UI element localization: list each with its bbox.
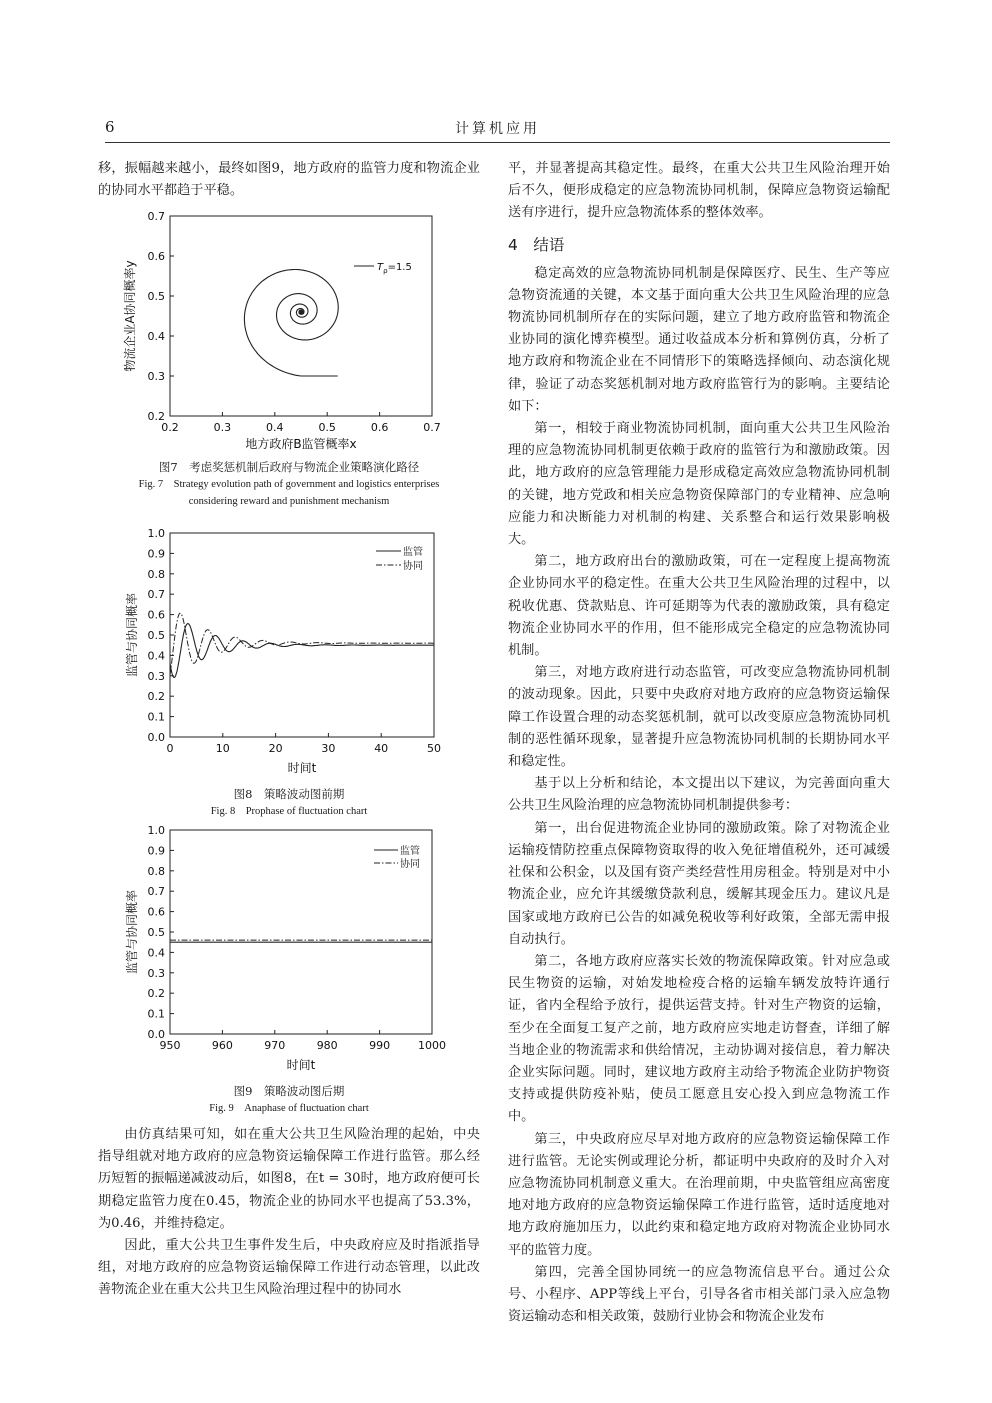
- fig9-y-tick-label: 0.5: [147, 926, 165, 939]
- fig8-series-supervision: [170, 624, 434, 678]
- fig7-caption-en-1: Fig. 7 Strategy evolution path of government and logistics enterprises: [138, 479, 440, 490]
- fig9-x-tick-label: 970: [264, 1039, 286, 1052]
- fig8-x-tick-label: 30: [321, 742, 336, 755]
- fig7-x-tick-label: 0.3: [213, 421, 232, 434]
- fig9-x-tick-label: 950: [159, 1039, 181, 1052]
- right-paragraph-0: 平，并显著提高其稳定性。最终，在重大公共卫生风险治理开始后不久，便形成稳定的应急物流协同机制，保障应急物资运输配送有序进行，提升应急物流体系的整体效率。: [508, 161, 890, 221]
- fig9-y-tick-label: 1.0: [147, 824, 165, 837]
- fig8-legend-label-1: 监管: [403, 547, 423, 558]
- suggestion-intro: 基于以上分析和结论，本文提出以下建议，为完善面向重大公共卫生风险治理的应急物流协同机制提供参考：: [508, 776, 890, 814]
- left-column-bottom: [98, 1124, 480, 1302]
- fig9-y-tick-label: 0.7: [147, 885, 165, 899]
- suggestion-paragraph-1: 第一，出台促进物流企业协同的激励政策。除了对物流企业运输疫情防控重点保障物资取得的收入免征增值税外，还可减缓社保和公积金，以及国有资产类经营性用房租金。特别是对中小物流企业，应允许其缓缴贷款利息，缓解其现金压力。建议凡是国家或地方政府已公告的如减免税收等利好政策，全部无需申报自动执行。: [508, 820, 890, 947]
- fig9-y-tick-label: 0.4: [147, 946, 165, 960]
- section-title: 4 结语: [508, 235, 565, 254]
- right-column: [508, 158, 890, 1328]
- fig8-y-tick-label: 1.0: [147, 527, 165, 540]
- fig7-x-tick-label: 0.7: [423, 421, 441, 434]
- fig8-plot-frame: [170, 533, 434, 737]
- fig8-y-tick-label: 0.4: [147, 649, 165, 663]
- fig9-y-tick-label: 0.2: [147, 987, 165, 1001]
- fig8-y-tick-label: 0.7: [147, 588, 165, 602]
- suggestion-paragraph-4: 第四，完善全国协同统一的应急物流信息平台。通过公众号、小程序、APP等线上平台，引导各省市相关部门录入应急物资运输动态和相关政策，鼓励行业协会和物流企业发布: [508, 1264, 890, 1325]
- fig7-y-tick-label: 0.5: [147, 290, 165, 303]
- fig9-plot-frame: [170, 830, 432, 1034]
- page-number: 6: [105, 118, 115, 136]
- figure-7: [98, 204, 480, 510]
- fig8-chart: [98, 523, 480, 779]
- fig7-caption-cn: 图7 考虑奖惩机制后政府与物流企业策略演化路径: [158, 460, 420, 474]
- fig8-caption-cn: 图8 策略波动图前期: [233, 787, 345, 801]
- journal-title: 计算机应用: [455, 121, 540, 137]
- fig8-legend-label-2: 协同: [403, 561, 423, 572]
- figure-9: [98, 820, 480, 1117]
- fig7-x-tick-label: 0.2: [161, 421, 179, 434]
- fig8-y-tick-label: 0.2: [147, 690, 165, 704]
- fig8-y-tick-label: 0.8: [147, 567, 165, 581]
- conclusion-paragraph-3: 第二，地方政府出台的激励政策，可在一定程度上提高物流企业协同水平的稳定性。在重大公共卫生风险治理的过程中，以税收优惠、贷款贴息、许可延期等为代表的激励政策，具有稳定物流企业协同水平的作用，但不能形成完全稳定的应急物流协同机制。: [508, 554, 890, 659]
- fig7-y-tick-label: 0.4: [147, 330, 165, 343]
- fig8-y-tick-label: 0.0: [147, 731, 165, 744]
- suggestion-paragraph-3: 第三，中央政府应尽早对地方政府的应急物资运输保障工作进行监管。无论实例或理论分析，都证明中央政府的及时介入对应急物流协同机制意义重大。在治理前期，中央监管组应高密度地对地方政府的应急物资运输保障工作进行监管，适时适度地对地方政府施加压力，以此约束和稳定地方政府对物流企业协同水平的监管力度。: [508, 1131, 890, 1258]
- fig9-chart: [98, 820, 480, 1076]
- fig8-x-tick-label: 10: [215, 742, 230, 755]
- conclusion-paragraph-4: 第三，对地方政府进行动态监管，可改变应急物流协同机制的波动现象。因此，只要中央政府对地方政府的应急物资运输保障工作设置合理的动态奖惩机制，就可以改变原应急物流协同机制的恶性循环现象，显著提升应急物流协同机制的长期协同水平和稳定性。: [508, 665, 890, 770]
- fig9-x-tick-label: 990: [369, 1039, 391, 1052]
- fig8-x-label: 时间t: [287, 761, 317, 775]
- fig9-x-label: 时间t: [286, 1058, 316, 1072]
- fig7-x-tick-label: 0.5: [318, 421, 336, 434]
- fig7-chart: [98, 204, 480, 454]
- fig9-y-tick-label: 0.3: [147, 966, 165, 980]
- fig8-y-tick-label: 0.5: [147, 629, 165, 642]
- fig9-y-tick-label: 0.8: [147, 864, 165, 878]
- fig7-caption-en-2: considering reward and punishment mechanism: [188, 496, 390, 507]
- fig7-y-tick-label: 0.6: [147, 250, 165, 263]
- fig7-plot-frame: [170, 216, 432, 416]
- fig7-x-tick-label: 0.4: [266, 421, 284, 434]
- fig7-y-tick-label: 0.3: [147, 370, 165, 383]
- fig7-spiral-series: [244, 270, 338, 377]
- fig9-legend-label-1: 监管: [400, 846, 420, 857]
- fig9-y-tick-label: 0.9: [147, 844, 165, 858]
- fig9-x-tick-label: 980: [316, 1039, 338, 1052]
- fig7-y-label: 物流企业A协同概率y: [123, 260, 137, 372]
- conclusion-paragraph-2: 第一，相较于商业物流协同机制，面向重大公共卫生风险治理的应急物流协同机制更依赖于政府的监管行为和激励政策。因此，地方政府的应急管理能力是形成稳定高效应急物流协同机制的关键，地方党政和相关应急物资保障部门的专业精神、应急响应能力和决断能力对机制的构建、关系整合和运行效果影响极大。: [508, 421, 890, 548]
- left-column: [98, 158, 480, 202]
- fig7-legend-label: $T_\rho=1.5$: [377, 262, 412, 275]
- fig9-legend-label-2: 协同: [400, 859, 420, 870]
- figure-8: [98, 523, 480, 820]
- fig8-x-tick-label: 40: [374, 742, 389, 755]
- fig8-y-tick-label: 0.9: [147, 547, 165, 561]
- fig8-y-label: 监管与协同概率: [125, 592, 139, 678]
- fig9-y-tick-label: 0.0: [147, 1028, 165, 1041]
- fig9-caption-en: Fig. 9 Anaphase of fluctuation chart: [209, 1103, 369, 1114]
- fig9-y-tick-label: 0.1: [147, 1007, 165, 1021]
- fig8-y-tick-label: 0.3: [147, 669, 165, 683]
- fig8-x-tick-label: 50: [427, 742, 441, 755]
- left-intro-paragraph: 移，振幅越来越小，最终如图9，地方政府的监管力度和物流企业的协同水平都趋于平稳。: [98, 161, 480, 199]
- fig8-y-tick-label: 0.6: [147, 608, 165, 622]
- fig8-caption-en: Fig. 8 Prophase of fluctuation chart: [210, 806, 368, 817]
- page-header: [105, 118, 890, 143]
- fig9-x-tick-label: 1000: [418, 1039, 446, 1052]
- fig9-caption-cn: 图9 策略波动图后期: [233, 1084, 345, 1098]
- left-paragraph-1: 由仿真结果可知，如在重大公共卫生风险治理的起始，中央指导组就对地方政府的应急物资运输保障工作进行监管。那么经历短暂的振幅递减波动后，如图8，在t = 30时，地方政府便可长期稳定监管力度在0.45，物流企业的协同水平也提高了53.3%，为0.46，并维持稳定。: [98, 1127, 480, 1231]
- fig8-y-tick-label: 0.1: [147, 710, 165, 724]
- fig7-x-label: 地方政府B监管概率x: [245, 437, 357, 451]
- fig8-x-tick-label: 0: [166, 742, 174, 755]
- fig7-y-tick-label: 0.7: [147, 210, 165, 223]
- fig9-y-label: 监管与协同概率: [125, 889, 139, 975]
- fig9-x-tick-label: 960: [211, 1039, 233, 1052]
- fig7-x-tick-label: 0.6: [370, 421, 389, 434]
- suggestion-paragraph-2: 第二，各地方政府应落实长效的物流保障政策。针对应急或民生物资的运输，对始发地检疫合格的运输车辆发放特许通行证，省内全程给予放行，提供运营支持。针对生产物资的运输，至少在全面复工复产之前，地方政府应实地走访督查，详细了解当地企业的物流需求和供给情况，主动协调对接信息，着力解决企业实际问题。同时，建议地方政府主动给予物流企业防护物资支持或提供防疫补贴，使员工愿意且安心投入到应急物流工作中。: [508, 953, 890, 1125]
- fig7-equilibrium-point: [298, 309, 303, 314]
- conclusion-paragraph-1: 稳定高效的应急物流协同机制是保障医疗、民生、生产等应急物资流通的关键，本文基于面向重大公共卫生风险治理的应急物流协同机制所存在的实际问题，建立了地方政府监管和物流企业协同的演化博弈模型。通过收益成本分析和算例仿真，分析了地方政府和物流企业在不同情形下的策略选择倾向、动态演化规律，验证了动态奖惩机制对地方政府监管行为的影响。主要结论如下：: [508, 265, 890, 414]
- left-paragraph-2: 因此，重大公共卫生事件发生后，中央政府应及时指派指导组，对地方政府的应急物资运输保障工作进行动态管理，以此改善物流企业在重大公共卫生风险治理过程中的协同水: [98, 1238, 480, 1298]
- fig9-y-tick-label: 0.6: [147, 905, 165, 919]
- fig8-x-tick-label: 20: [268, 742, 283, 755]
- fig7-y-tick-label: 0.2: [147, 410, 165, 423]
